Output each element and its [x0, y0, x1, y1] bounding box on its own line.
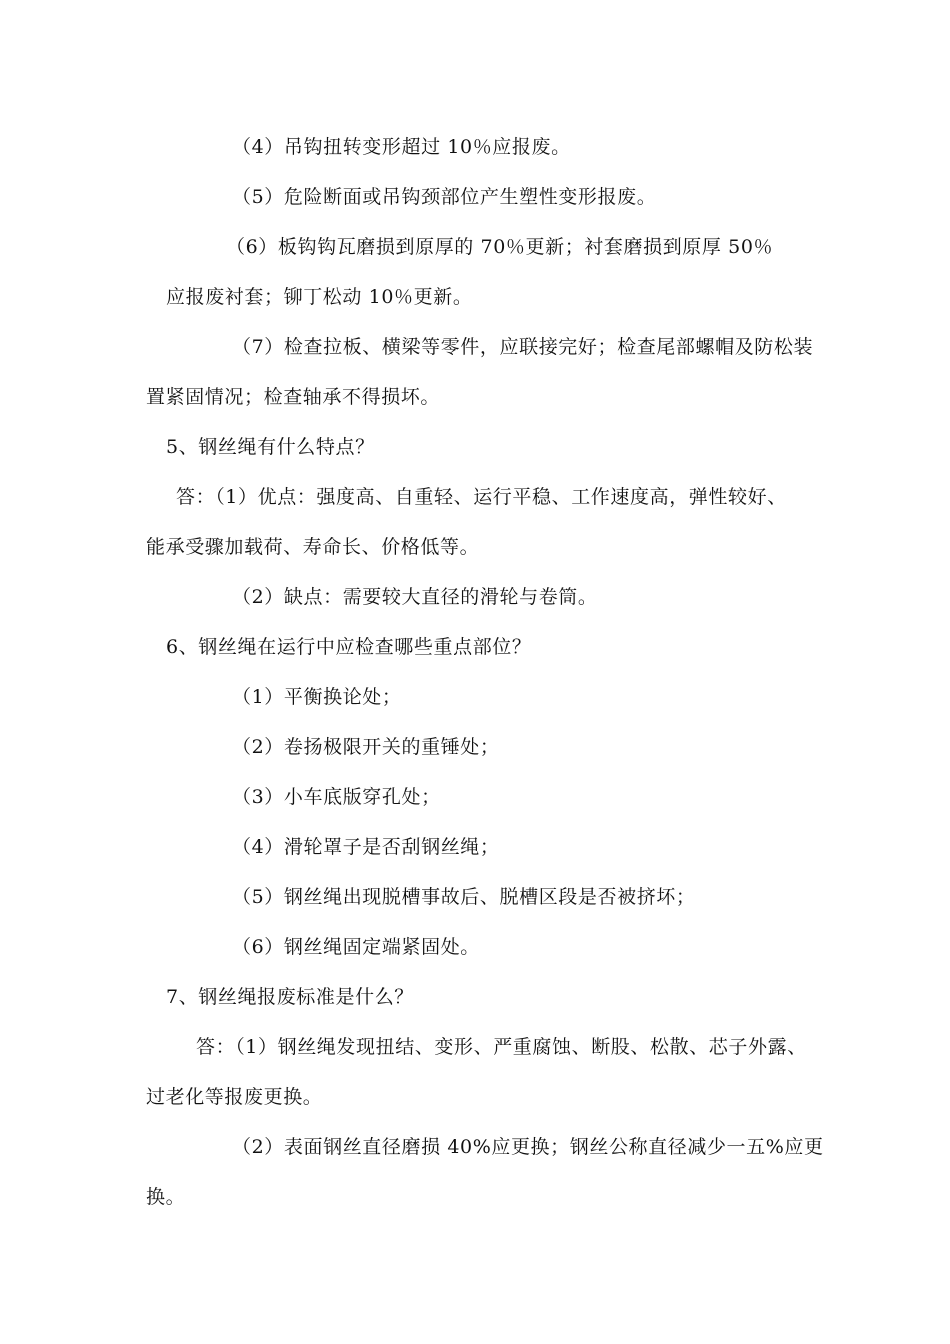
item-inspect-parts: （7）检查拉板、横梁等零件，应联接完好；检查尾部螺帽及防松装	[232, 336, 814, 358]
answer-6-item-4: （4）滑轮罩子是否刮钢丝绳；	[232, 836, 500, 858]
question-5: 5、钢丝绳有什么特点？	[166, 436, 375, 458]
item-inspect-parts-cont: 置紧固情况；检查轴承不得损坏。	[146, 386, 441, 408]
answer-5-advantages: 答：（1）优点：强度高、自重轻、运行平稳、工作速度高，弹性较好、	[176, 486, 787, 508]
answer-6-item-3: （3）小车底版穿孔处；	[232, 786, 441, 808]
item-hook-twist: （4）吊钩扭转变形超过 10％应报废。	[232, 136, 571, 158]
answer-6-item-6: （6）钢丝绳固定端紧固处。	[232, 936, 480, 958]
answer-6-item-1: （1）平衡换论处；	[232, 686, 402, 708]
item-hook-deformation: （5）危险断面或吊钩颈部位产生塑性变形报废。	[232, 186, 657, 208]
question-7: 7、钢丝绳报废标准是什么？	[166, 986, 414, 1008]
answer-5-disadvantages: （2）缺点：需要较大直径的滑轮与卷筒。	[232, 586, 598, 608]
answer-7-item-2-cont: 换。	[146, 1186, 186, 1208]
answer-7-item-1: 答：（1）钢丝绳发现扭结、变形、严重腐蚀、断股、松散、芯子外露、	[196, 1036, 807, 1058]
answer-6-item-2: （2）卷扬极限开关的重锤处；	[232, 736, 500, 758]
answer-5-advantages-cont: 能承受骤加载荷、寿命长、价格低等。	[146, 536, 480, 558]
answer-6-item-5: （5）钢丝绳出现脱槽事故后、脱槽区段是否被挤坏；	[232, 886, 696, 908]
item-plate-hook-wear: （6）板钩钩瓦磨损到原厚的 70％更新；衬套磨损到原厚 50％	[226, 236, 774, 258]
answer-7-item-1-cont: 过老化等报废更换。	[146, 1086, 323, 1108]
question-6: 6、钢丝绳在运行中应检查哪些重点部位？	[166, 636, 532, 658]
answer-7-item-2: （2）表面钢丝直径磨损 40%应更换；钢丝公称直径减少一五%应更	[232, 1136, 824, 1158]
item-plate-hook-wear-cont: 应报废衬套；铆丁松动 10％更新。	[166, 286, 473, 308]
